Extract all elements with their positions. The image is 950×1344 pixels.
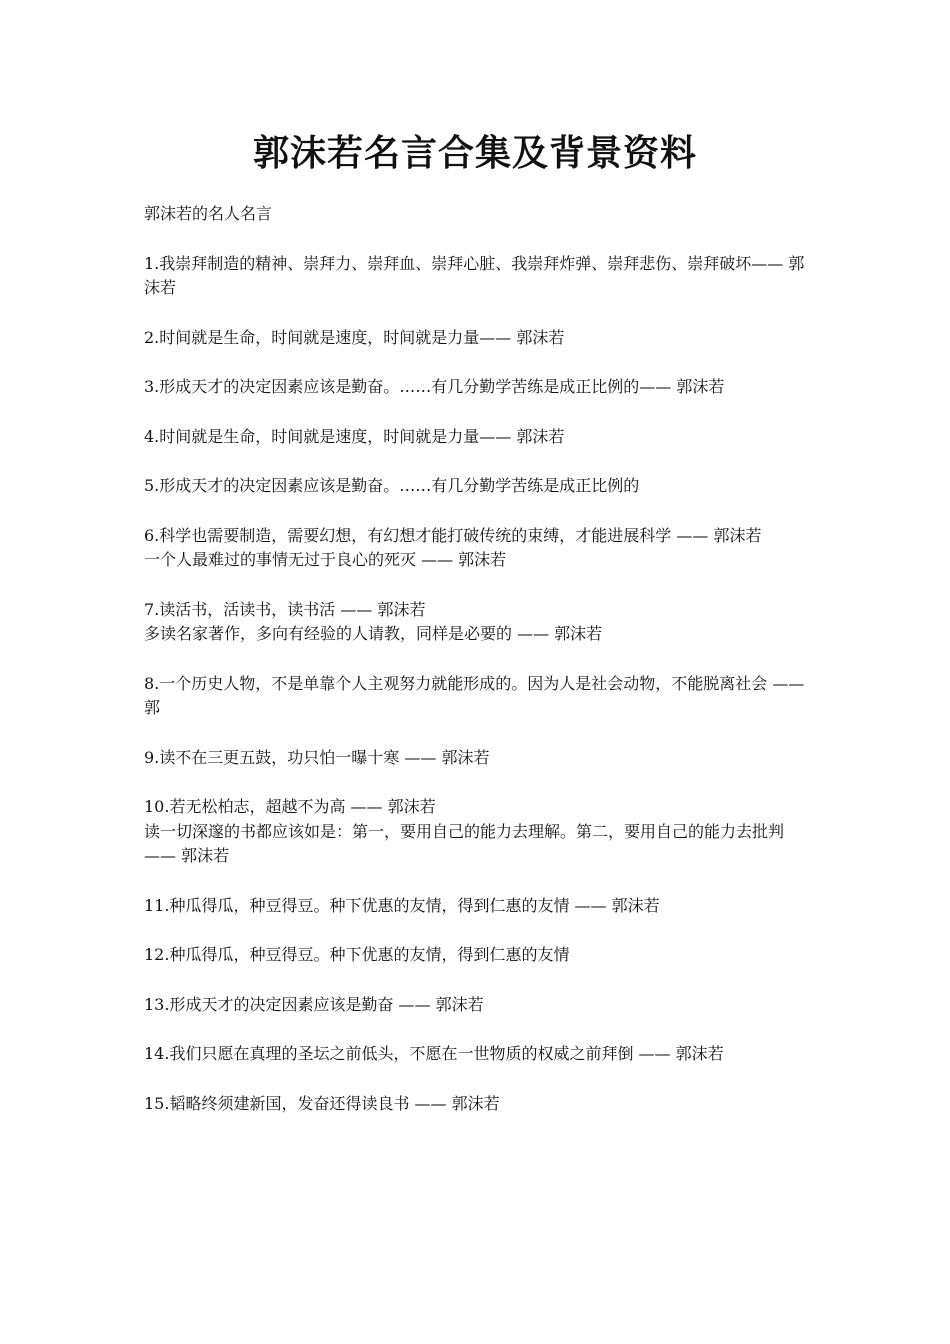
quote-paragraph-6 (144, 524, 810, 573)
quote-paragraph-1 (144, 252, 810, 301)
quote-line: 10.若无松柏志，超越不为高 —— 郭沫若 (144, 797, 436, 816)
quote-line: 3.形成天才的决定因素应该是勤奋。……有几分勤学苦练是成正比例的—— 郭沫若 (144, 377, 725, 396)
quote-paragraph-10 (144, 795, 810, 869)
quote-line: 一个人最难过的事情无过于良心的死灭 —— 郭沫若 (144, 550, 507, 569)
quote-line: 7.读活书，活读书，读书活 —— 郭沫若 (144, 599, 426, 619)
quote-line: 5.形成天才的决定因素应该是勤奋。……有几分勤学苦练是成正比例的 (144, 476, 640, 495)
quote-line: 13.形成天才的决定因素应该是勤奋 —— 郭沫若 (144, 994, 484, 1014)
quote-line: 读一切深邃的书都应该如是：第一，要用自己的能力去理解。第二，要用自己的能力去批判 —— 郭沫若 (144, 821, 785, 865)
document-title: 郭沫若名言合集及背景资料 (252, 133, 697, 174)
document-body (144, 202, 810, 1141)
quote-line: 4.时间就是生命，时间就是速度，时间就是力量—— 郭沫若 (144, 426, 565, 446)
quote-line: 14.我们只愿在真理的圣坛之前低头，不愿在一世物质的权威之前拜倒 —— 郭沫若 (144, 1044, 724, 1063)
quote-paragraph-8 (144, 672, 810, 721)
quote-line: 1.我崇拜制造的精神、崇拜力、崇拜血、崇拜心脏、我崇拜炸弹、崇拜悲伤、崇拜破坏—— 郭沫若 (144, 253, 805, 297)
quote-paragraph-12 (144, 943, 810, 968)
quote-paragraph-2 (144, 326, 810, 351)
quote-line: 多读名家著作，多向有经验的人请教，同样是必要的 —— 郭沫若 (144, 624, 603, 643)
quote-paragraph-5 (144, 474, 810, 499)
quote-paragraph-3 (144, 375, 810, 400)
quote-paragraph-7 (144, 598, 810, 647)
quote-line: 8.一个历史人物，不是单靠个人主观努力就能形成的。因为人是社会动物，不能脱离社会 —— 郭 (144, 673, 805, 717)
quote-paragraph-4 (144, 425, 810, 450)
quote-paragraph-15 (144, 1092, 810, 1117)
quote-line: 11.种瓜得瓜，种豆得豆。种下优惠的友情，得到仁惠的友情 —— 郭沫若 (144, 895, 660, 915)
quote-paragraph-14 (144, 1042, 810, 1067)
quote-line: 12.种瓜得瓜，种豆得豆。种下优惠的友情，得到仁惠的友情 (144, 945, 570, 964)
quote-line: 9.读不在三更五鼓，功只怕一曝十寒 —— 郭沫若 (144, 747, 490, 767)
intro-heading (144, 202, 810, 227)
quote-paragraph-11 (144, 894, 810, 919)
quote-line: 15.韬略终须建新国，发奋还得读良书 —— 郭沫若 (144, 1093, 500, 1113)
quote-paragraph-9 (144, 746, 810, 771)
quote-paragraph-13 (144, 993, 810, 1018)
quote-line: 2.时间就是生命，时间就是速度，时间就是力量—— 郭沫若 (144, 327, 565, 347)
quote-line: 6.科学也需要制造，需要幻想，有幻想才能打破传统的束缚，才能进展科学 —— 郭沫若 (144, 525, 762, 545)
intro-text: 郭沫若的名人名言 (144, 204, 273, 223)
